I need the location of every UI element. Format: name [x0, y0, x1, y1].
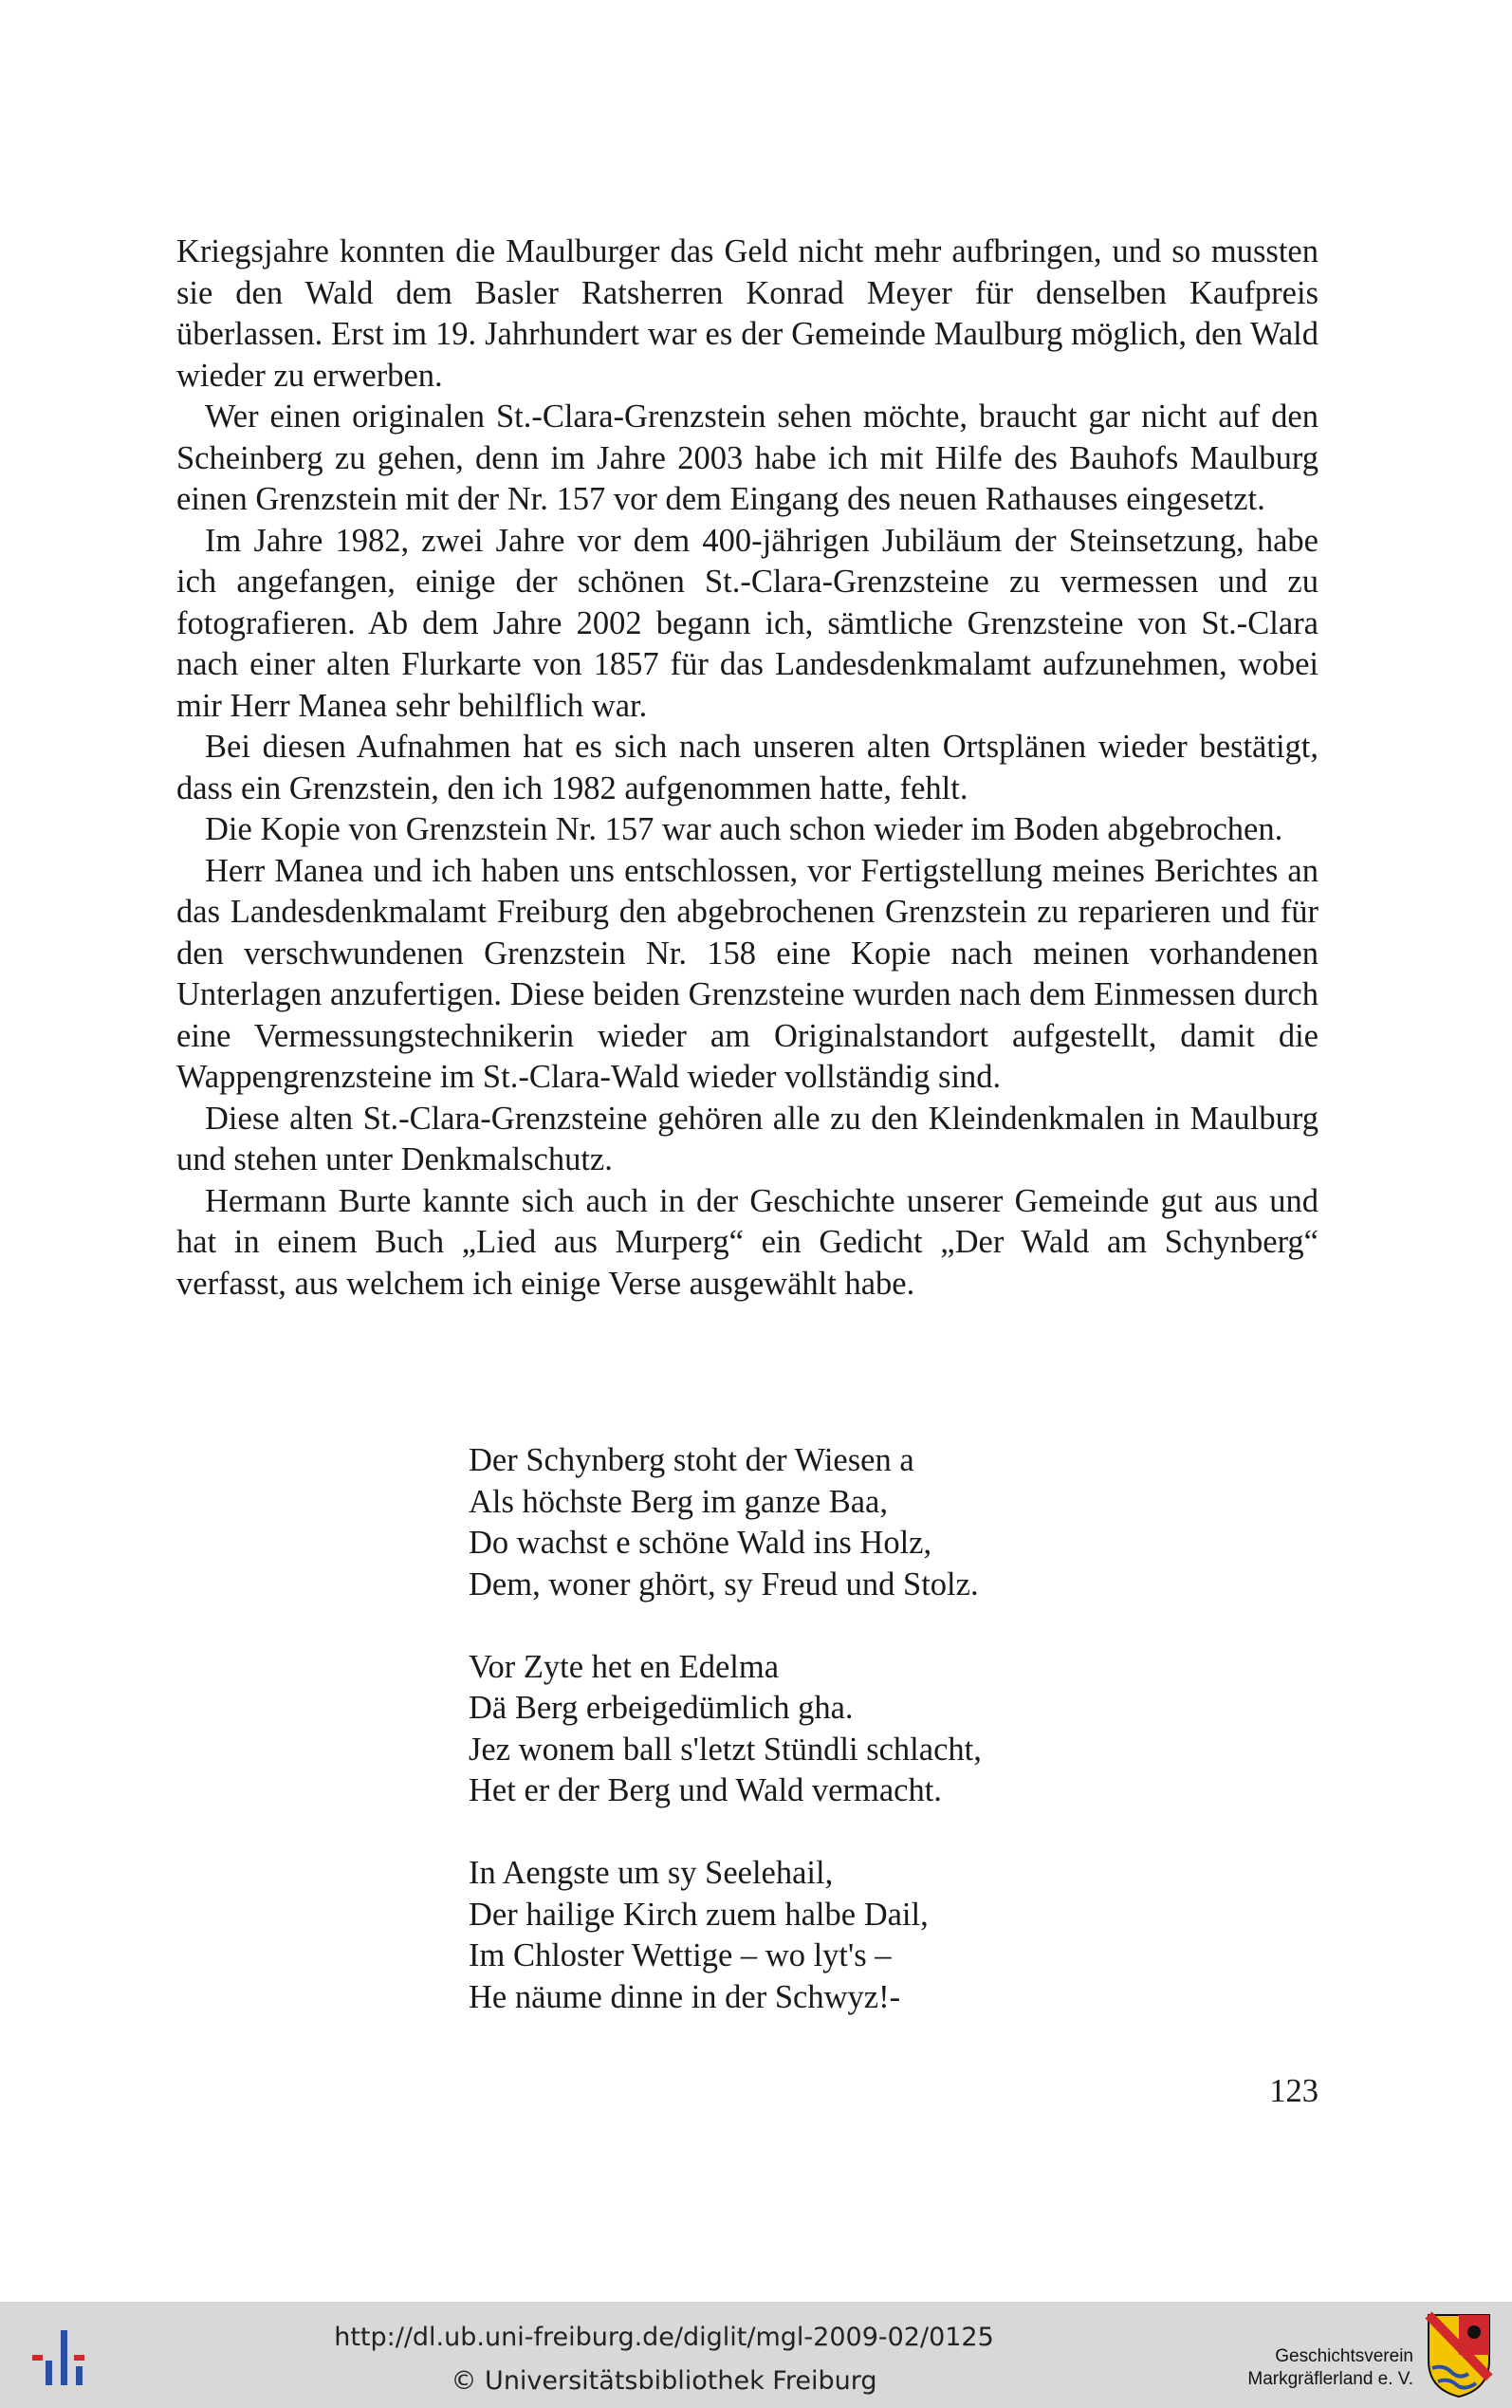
paragraph: Im Jahre 1982, zwei Jahre vor dem 400-jährigen Jubiläum der Steinsetzung, habe ich angefangen, einige der schönen St.-Clara-Grenzsteine zu vermessen und zu fotografieren. Ab dem Jahre 2002 begann ich, sämtliche Grenzsteine von St.-Clara nach einer alten Flurkarte von 1857 für das Landesdenkmalamt aufzunehmen, wobei mir Herr Manea sehr behilflich war. — [176, 522, 1318, 724]
paragraph: Herr Manea und ich haben uns entschlossen, vor Fertigstellung meines Berichtes an das Landesdenkmalamt Freiburg den abgebrochenen Grenzstein zu reparieren und für den verschwundenen Grenzstein Nr. 158 eine Kopie nach meinen vorhandenen Unterlagen anzufertigen. Diese beiden Grenzsteine wurden nach dem Einmessen durch eine Vermessungstechnikerin wieder am Originalstandort aufgestellt, damit die Wappengrenzsteine im St.-Clara-Wald wieder vollständig sind. — [176, 852, 1318, 1095]
organization-name-line2: Markgräflerland e. V. — [1247, 2369, 1413, 2389]
poem-line: Do wachst e schöne Wald ins Holz, — [469, 1525, 932, 1561]
poem-line: Dä Berg erbeigedümlich gha. — [469, 1690, 854, 1726]
poem-stanza — [469, 1647, 1133, 1812]
body-text — [176, 232, 1318, 1305]
poem-stanza — [469, 1440, 1133, 1605]
paragraph: Die Kopie von Grenzstein Nr. 157 war auch schon wieder im Boden abgebrochen. — [205, 811, 1283, 847]
page-number: 123 — [1269, 2073, 1318, 2109]
footer-url-link[interactable]: http://dl.ub.uni-freiburg.de/diglit/mgl-2009-02/0125 — [334, 2323, 994, 2352]
poem-line: Jez wonem ball s'letzt Stündli schlacht, — [469, 1731, 982, 1768]
coat-of-arms-icon — [1425, 2311, 1493, 2400]
poem-stanza — [469, 1853, 1133, 2018]
paragraph: Diese alten St.-Clara-Grenzsteine gehören alle zu den Kleindenkmalen in Maulburg und stehen unter Denkmalschutz. — [176, 1100, 1318, 1177]
poem-line: Dem, woner ghört, sy Freud und Stolz. — [469, 1565, 979, 1602]
footer-copyright: © Universitätsbibliothek Freiburg — [451, 2366, 877, 2396]
paragraph: Wer einen originalen St.-Clara-Grenzstein sehen möchte, braucht gar nicht auf den Scheinberg zu gehen, denn im Jahre 2003 habe ich mit Hilfe des Bauhofs Maulburg einen Grenzstein mit der Nr. 157 vor dem Eingang des neuen Rathauses eingesetzt. — [176, 398, 1318, 517]
organization-name-line1: Geschichtsverein — [1275, 2346, 1413, 2366]
poem-line: Het er der Berg und Wald vermacht. — [469, 1772, 942, 1808]
poem-line: Vor Zyte het en Edelma — [469, 1648, 780, 1685]
paragraph: Kriegsjahre konnten die Maulburger das Geld nicht mehr aufbringen, und so mussten sie den Wald dem Basler Ratsherren Konrad Meyer für denselben Kaufpreis überlassen. Erst im 19. Jahrhundert war es der Gemeinde Maulburg möglich, den Wald wieder zu erwerben. — [176, 233, 1318, 394]
footer-organization — [1186, 2345, 1413, 2391]
paragraph: Hermann Burte kannte sich auch in der Geschichte unserer Gemeinde gut aus und hat in einem Buch „Lied aus Murperg“ ein Gedicht „Der Wald am Schynberg“ verfasst, aus welchem ich einige Verse ausgewählt habe. — [176, 1182, 1318, 1302]
poem-line: He näume dinne in der Schwyz!- — [469, 1978, 901, 2015]
poem-line: Der hailige Kirch zuem halbe Dail, — [469, 1896, 929, 1933]
poem-line: Der Schynberg stoht der Wiesen a — [469, 1442, 914, 1478]
footer-bar — [0, 2302, 1512, 2408]
poem — [469, 1440, 1133, 2018]
paragraph: Bei diesen Aufnahmen hat es sich nach unseren alten Ortsplänen wieder bestätigt, dass ein Grenzstein, den ich 1982 aufgenommen hatte, fehlt. — [176, 729, 1318, 806]
ub-freiburg-logo-icon — [28, 2323, 97, 2391]
poem-line: Als höchste Berg im ganze Baa, — [469, 1483, 888, 1520]
poem-line: In Aengste um sy Seelehail, — [469, 1855, 834, 1891]
poem-line: Im Chloster Wettige – wo lyt's – — [469, 1937, 892, 1973]
